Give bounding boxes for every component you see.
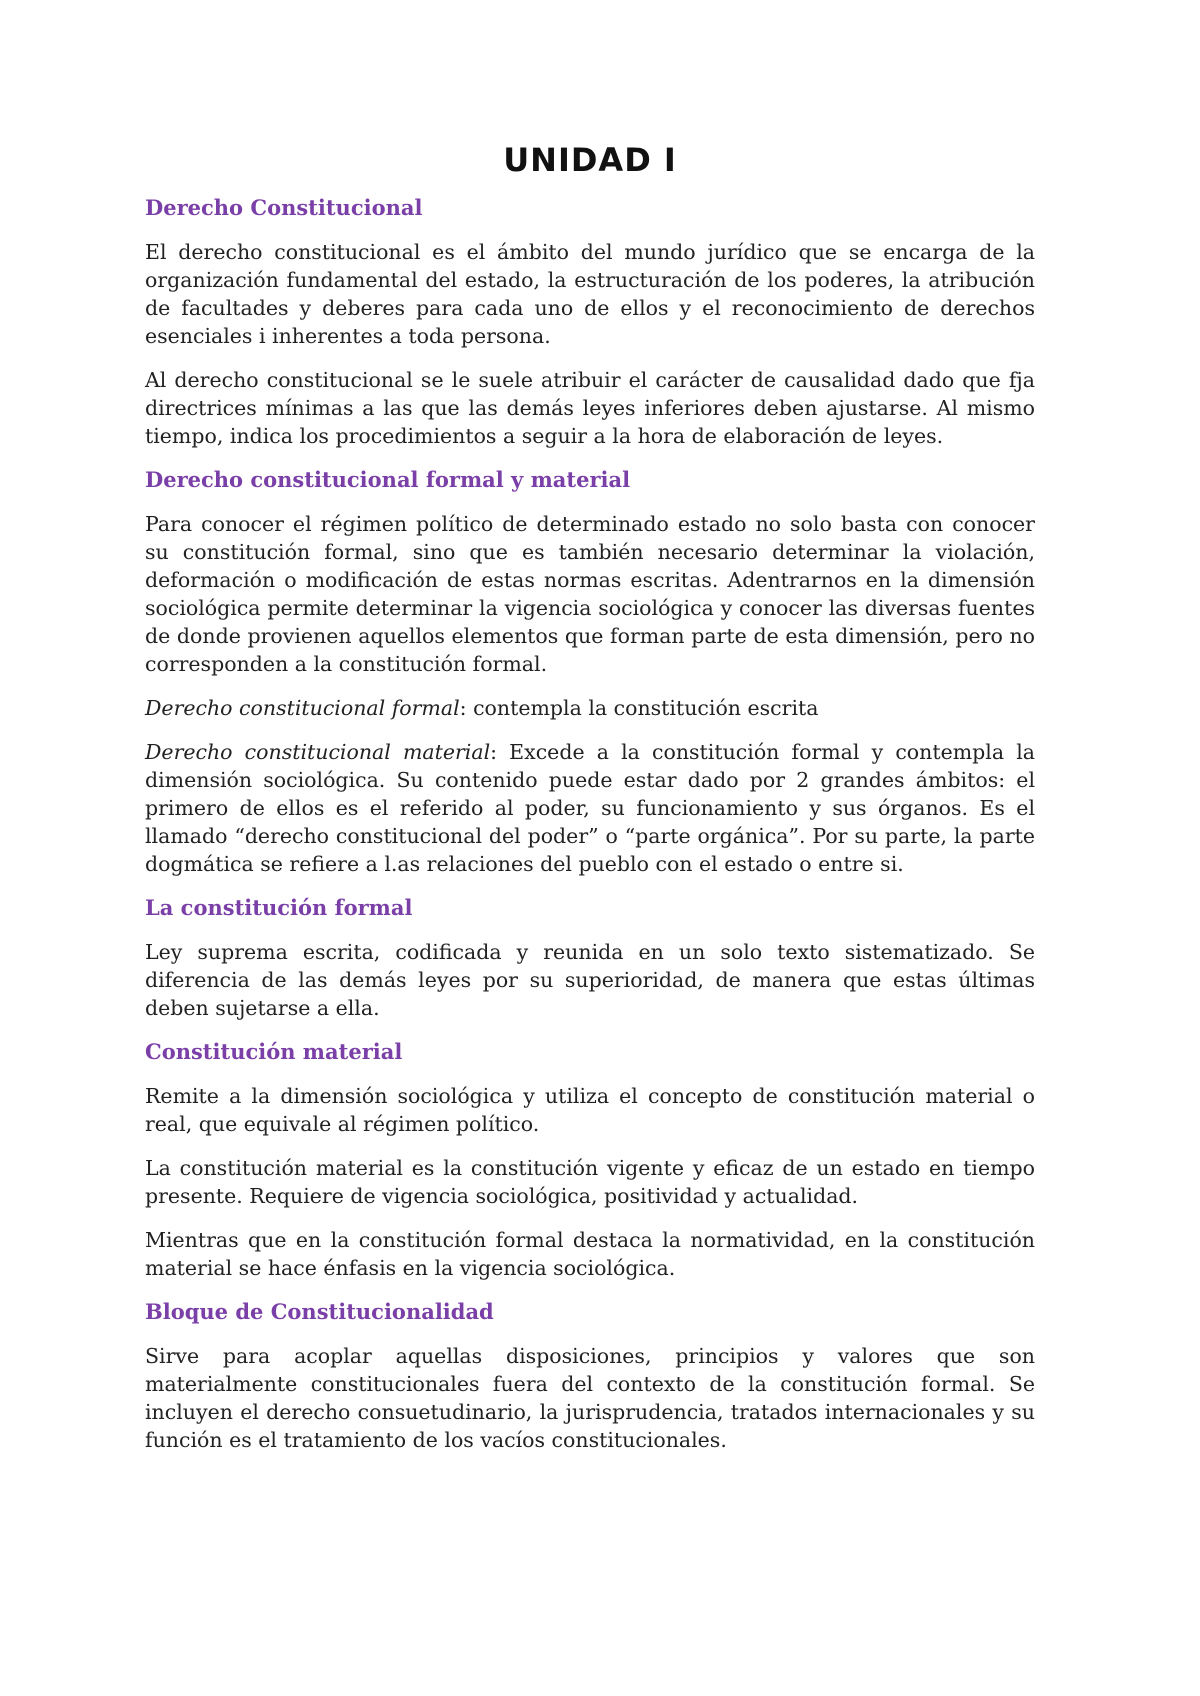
- document-page: [145, 140, 1035, 1470]
- paragraph: La constitución material es la constitución vigente y eficaz de un estado en tiempo presente. Requiere de vigencia sociológica, positividad y actualidad.: [145, 1156, 1035, 1208]
- definition-material: [145, 738, 1035, 878]
- paragraph: Al derecho constitucional se le suele atribuir el carácter de causalidad dado que fja directrices mínimas a las que las demás leyes inferiores deben ajustarse. Al mismo tiempo, indica los procedimientos a seguir a la hora de elaboración de leyes.: [145, 368, 1035, 448]
- section-heading-derecho-constitucional: Derecho Constitucional: [145, 195, 423, 220]
- paragraph: Para conocer el régimen político de determinado estado no solo basta con conocer su constitución formal, sino que es también necesario determinar la violación, deformación o modificación de estas normas escritas. Adentrarnos en la dimensión sociológica permite determinar la vigencia sociológica y conocer las diversas fuentes de donde provienen aquellos elementos que forman parte de esta dimensión, pero no corresponden a la constitución formal.: [145, 512, 1035, 676]
- section-heading-constitucion-formal: La constitución formal: [145, 895, 413, 920]
- section-heading-constitucion-material: Constitución material: [145, 1039, 403, 1064]
- definition-formal: [145, 694, 1035, 722]
- definition-term: Derecho constitucional material: [145, 740, 491, 764]
- document-title: UNIDAD I: [503, 141, 677, 179]
- paragraph: Mientras que en la constitución formal destaca la normatividad, en la constitución material se hace énfasis en la vigencia sociológica.: [145, 1228, 1035, 1280]
- definition-term: Derecho constitucional formal: [145, 696, 460, 720]
- paragraph: El derecho constitucional es el ámbito del mundo jurídico que se encarga de la organización fundamental del estado, la estructuración de los poderes, la atribución de facultades y deberes para cada uno de ellos y el reconocimiento de derechos esenciales i inherentes a toda persona.: [145, 240, 1035, 348]
- section-heading-bloque-constitucionalidad: Bloque de Constitucionalidad: [145, 1299, 494, 1324]
- section-heading-formal-y-material: Derecho constitucional formal y material: [145, 467, 631, 492]
- paragraph: Ley suprema escrita, codificada y reunida en un solo texto sistematizado. Se diferencia de las demás leyes por su superioridad, de manera que estas últimas deben sujetarse a ella.: [145, 940, 1035, 1020]
- definition-text: : Excede a la constitución formal y contempla la dimensión sociológica. Su contenido puede estar dado por 2 grandes ámbitos: el primero de ellos es el referido al poder, su funcionamiento y sus órganos. Es el llamado “derecho constitucional del poder” o “parte orgánica”. Por su parte, la parte dogmática se refiere a l.as relaciones del pueblo con el estado o entre si.: [145, 740, 1035, 876]
- definition-text: : contempla la constitución escrita: [459, 696, 819, 720]
- paragraph: Remite a la dimensión sociológica y utiliza el concepto de constitución material o real, que equivale al régimen político.: [145, 1084, 1035, 1136]
- paragraph: Sirve para acoplar aquellas disposiciones, principios y valores que son materialmente constitucionales fuera del contexto de la constitución formal. Se incluyen el derecho consuetudinario, la jurisprudencia, tratados internacionales y su función es el tratamiento de los vacíos constitucionales.: [145, 1344, 1035, 1452]
